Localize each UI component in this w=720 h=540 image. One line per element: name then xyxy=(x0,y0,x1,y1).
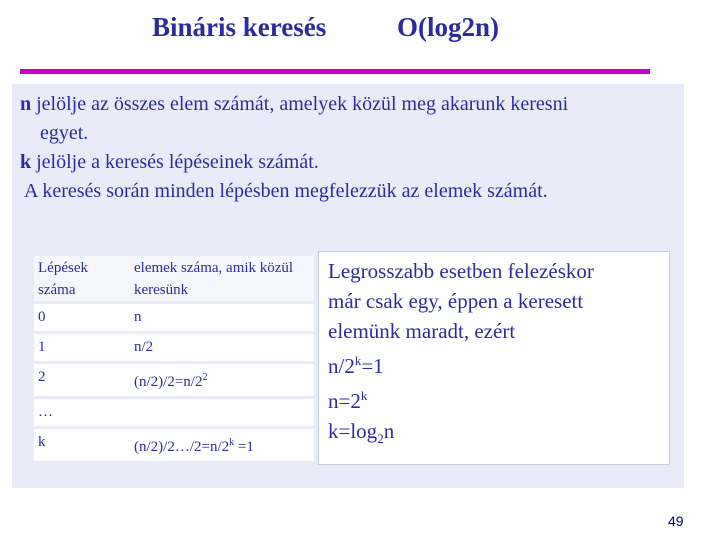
note-line: Legrosszabb esetben felezéskor xyxy=(328,259,594,283)
body-line-k: k jelölje a keresés lépéseinek számát. xyxy=(20,151,319,173)
var-k: k xyxy=(20,151,32,173)
page-number: 49 xyxy=(668,513,684,529)
equation-3: $k=\log_2n$ xyxy=(328,419,395,447)
note-line: elemünk maradt, ezért xyxy=(328,319,516,343)
title-text: Bináris keresés xyxy=(152,12,327,42)
var-n: n xyxy=(20,93,32,115)
table-row: 0 n xyxy=(34,304,314,331)
steps-table xyxy=(34,253,314,464)
table-row: k $(n/2)/2\dots/2=n/2^k =1$ xyxy=(34,429,314,461)
body-text xyxy=(20,90,680,206)
title-divider xyxy=(20,69,650,74)
table-header-row xyxy=(34,256,314,301)
equation-1: $n/2^k=1$ xyxy=(328,353,384,378)
header-count: elemek száma, amik közül keresünk xyxy=(126,256,314,301)
body-line-n: n jelölje az összes elem számát, amelyek közül meg akarunk keresni xyxy=(20,93,569,115)
table-row: … xyxy=(34,399,314,426)
header-steps: Lépések száma xyxy=(34,256,126,301)
title-complexity: O(log2n) xyxy=(397,12,500,42)
conclusion-box xyxy=(318,251,670,465)
body-line-halving: A keresés során minden lépésben megfelezzük az elemek számát. xyxy=(24,180,548,202)
body-line-n-cont: egyet. xyxy=(40,122,89,144)
equation-2: $n=2^k$ xyxy=(328,388,368,413)
table-row: 2 $(n/2)/2=n/2^2$ xyxy=(34,364,314,396)
slide-title xyxy=(0,10,720,44)
note-line: már csak egy, éppen a keresett xyxy=(328,289,584,313)
table-row: 1 n/2 xyxy=(34,334,314,361)
